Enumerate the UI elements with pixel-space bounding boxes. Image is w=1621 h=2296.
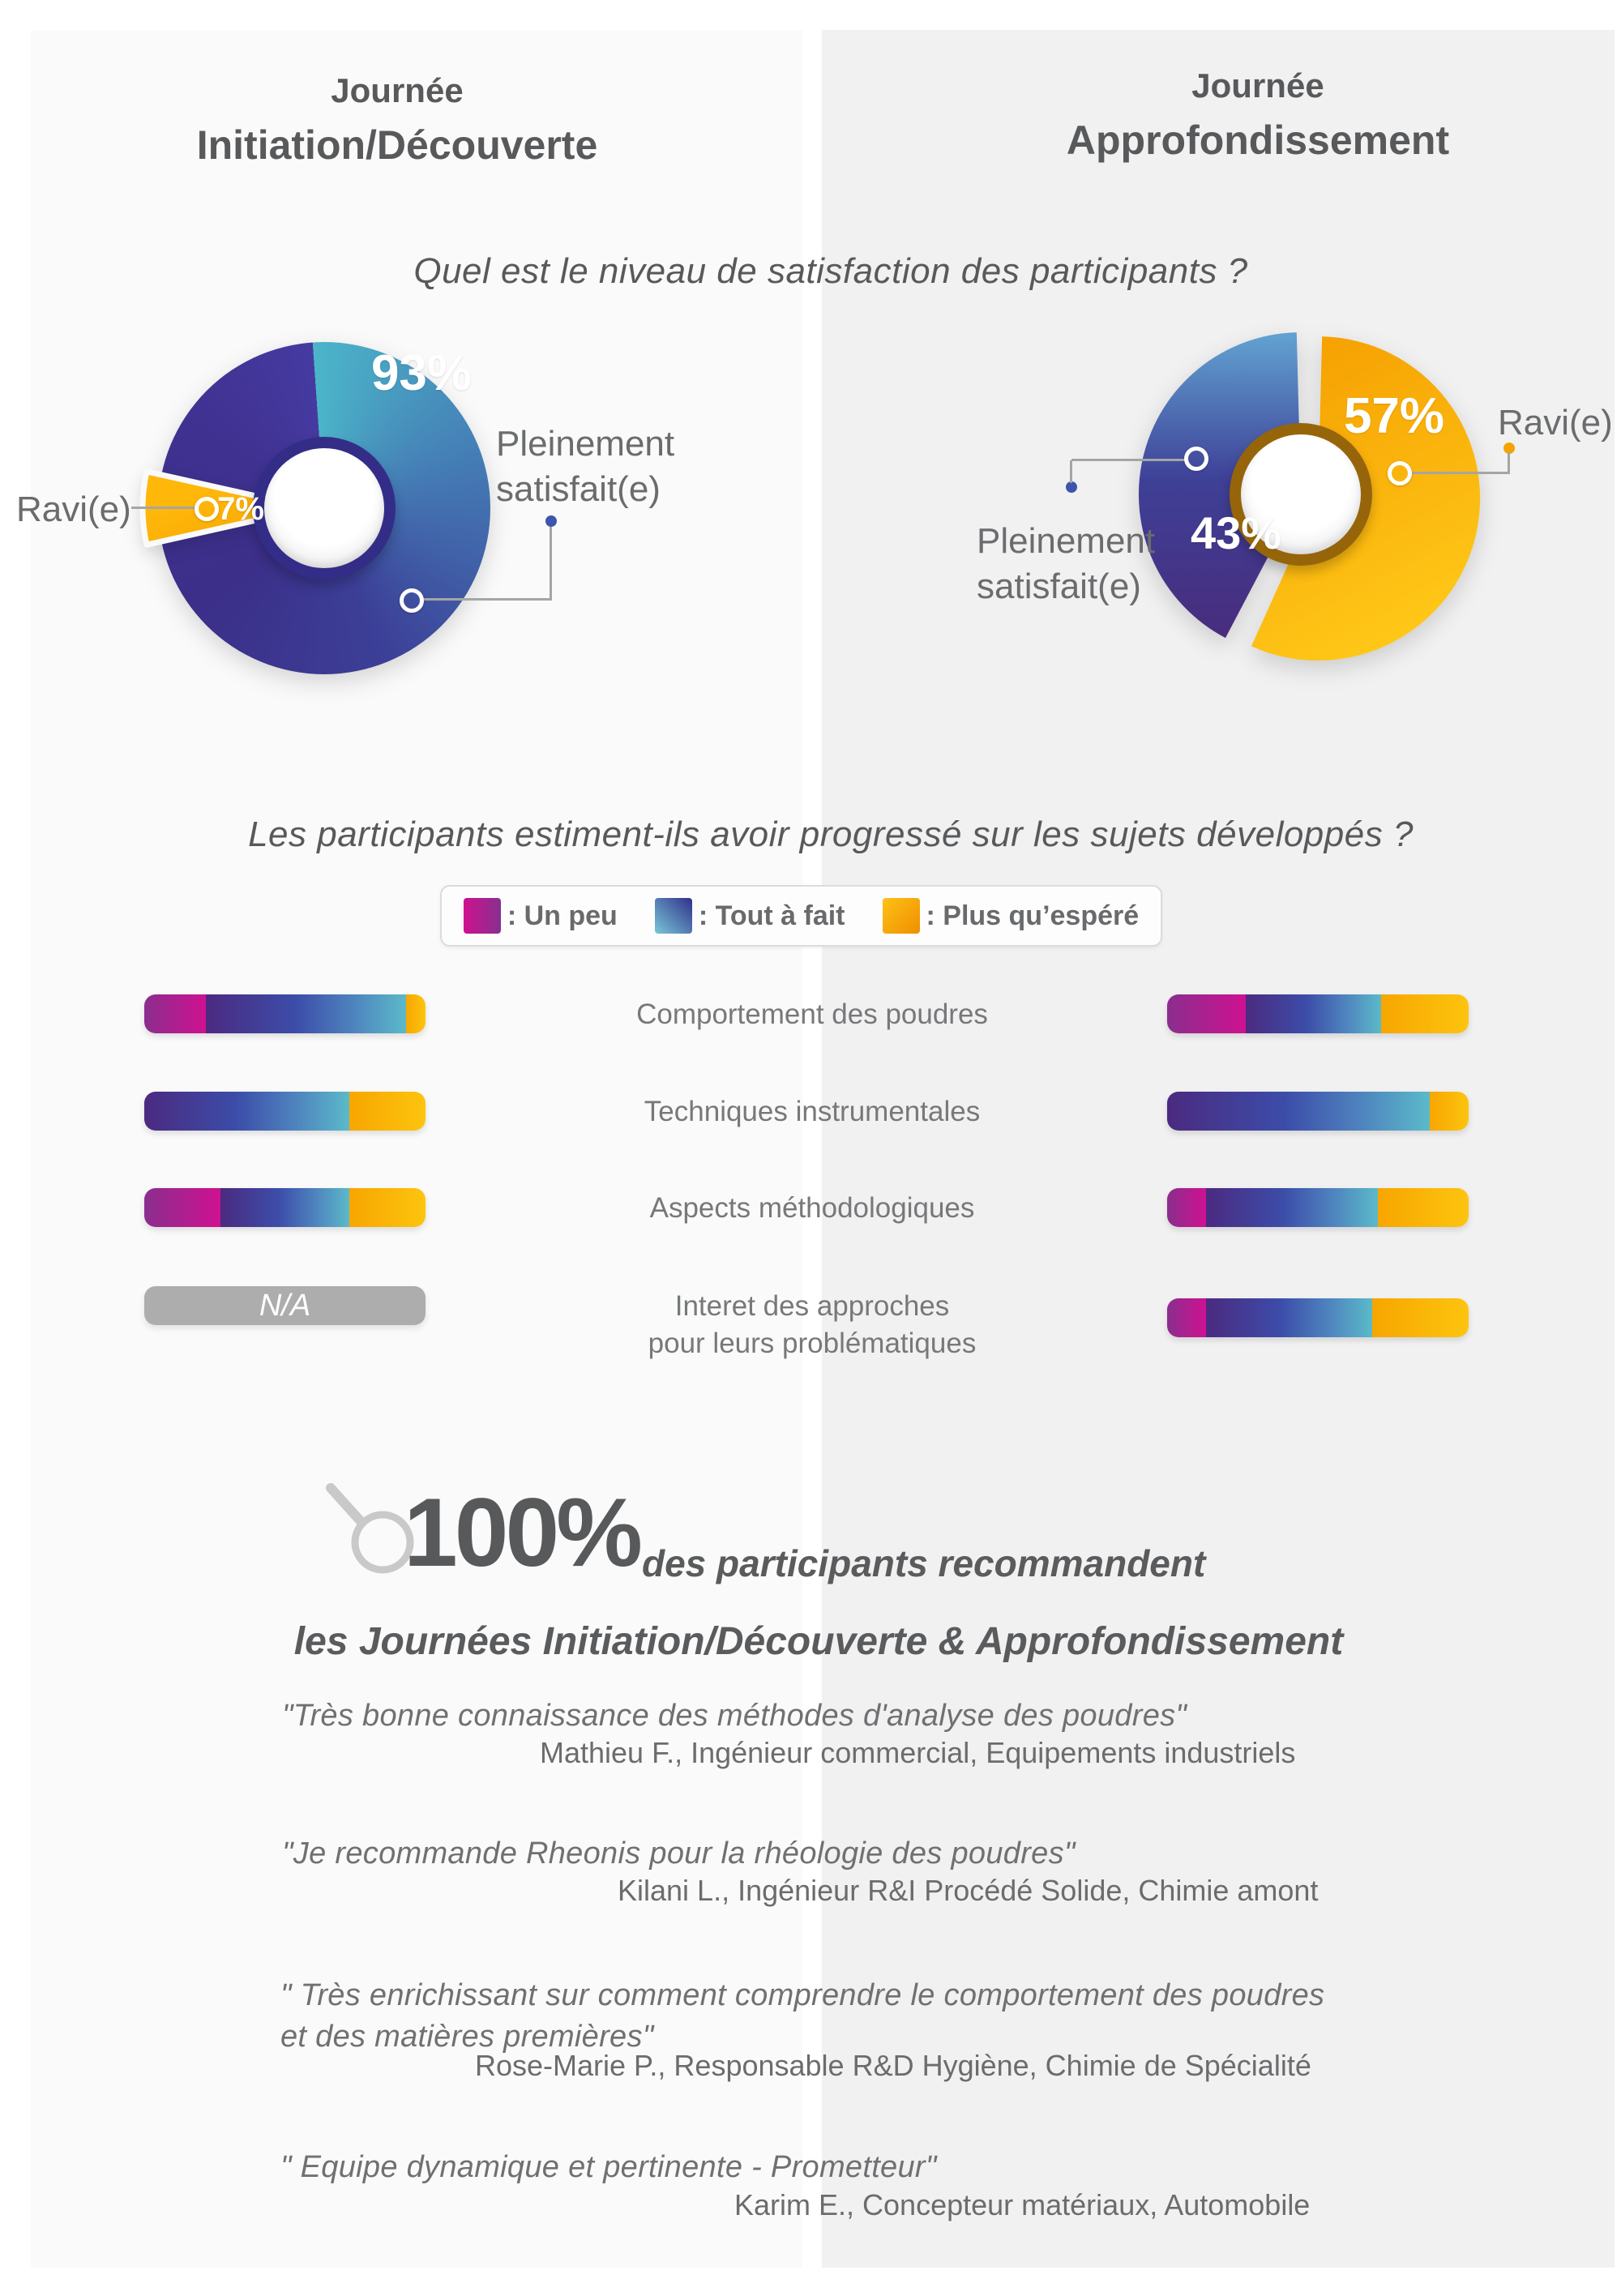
bar-initiation-aspects [144,1188,426,1227]
slice-marker-ring [400,588,424,613]
testimonial-author: Rose-Marie P., Responsable R&D Hygiène, Chimie de Spécialité [475,2049,1311,2082]
bar-approfondissement-techniques [1167,1092,1469,1131]
header-initiation-line2: Initiation/Découverte [196,122,598,168]
slice-marker-ring [1388,461,1412,485]
bar-segment-m [144,994,206,1033]
bar-initiation-techniques [144,1092,426,1131]
topic-interet-line2: pour leurs problématiques [648,1328,977,1359]
connector-line [1071,459,1185,461]
testimonial-author: Mathieu F., Ingénieur commercial, Equipements industriels [540,1736,1296,1769]
pie-initiation-label-pleinement [496,421,674,512]
question-progression: Les participants estiment-ils avoir progressé sur les sujets développés ? [248,815,1414,854]
connector-line [1412,472,1510,474]
bar-segment-o [406,994,426,1033]
legend-item-tout-a-fait [655,898,845,934]
testimonial-author: Kilani L., Ingénieur R&I Procédé Solide, Chimie amont [618,1874,1319,1907]
legend-swatch-blue [655,898,692,934]
legend-swatch-orange [883,898,920,934]
slice-marker-ring [195,497,219,521]
bar-approfondissement-comportement [1167,994,1469,1033]
bar-approfondissement-aspects [1167,1188,1469,1227]
topic-techniques: Techniques instrumentales [644,1096,981,1127]
connector-line [550,527,552,600]
testimonial-quote: "Très bonne connaissance des méthodes d'analyse des poudres" [282,1699,1187,1733]
bar-segment-m [1167,994,1246,1033]
topic-interet-line1: Interet des approches [674,1290,950,1322]
testimonial-quote-line2: et des matières premières" [280,2020,654,2054]
header-approfondissement-line2: Approfondissement [1066,118,1450,163]
bar-initiation-na [144,1286,426,1325]
bar-segment-b [220,1188,350,1227]
label-dot [545,515,557,527]
na-label: N/A [259,1288,311,1323]
header-initiation-line1: Journée [331,71,464,109]
testimonial-quote: " Equipe dynamique et pertinente - Prometteur" [280,2150,937,2184]
label-line: Pleinement [496,424,675,464]
bar-segment-o [1372,1298,1469,1337]
bar-segment-b [144,1092,349,1131]
legend-label: : Un peu [507,900,618,931]
bar-segment-m [1167,1188,1206,1227]
bar-segment-o [1381,994,1469,1033]
label-line: satisfait(e) [496,469,661,509]
connector-line [424,598,552,601]
legend [440,885,1162,947]
topic-aspects: Aspects méthodologiques [649,1192,975,1224]
bar-approfondissement-interet [1167,1298,1469,1337]
legend-item-un-peu [464,898,618,934]
testimonial-author: Karim E., Concepteur matériaux, Automobile [734,2188,1311,2221]
slice-marker-ring [1184,447,1208,471]
header-initiation [73,71,721,169]
pie-approfondissement-main-pct: 57% [1343,388,1445,444]
pie-approfondissement-secondary-pct: 43% [1190,507,1282,558]
pie-initiation-small-pct: 7% [217,491,264,527]
bar-segment-b [1206,1298,1372,1337]
connector-line [131,507,198,509]
bar-segment-m [144,1188,220,1227]
pie-approfondissement-label-pleinement [977,519,1155,609]
testimonial-quote: "Je recommande Rheonis pour la rhéologie des poudres" [282,1836,1076,1871]
bar-segment-o [1430,1092,1469,1131]
recommendation-line2: les Journées Initiation/Découverte & Approfondissement [293,1620,1344,1663]
label-dot [1066,481,1077,493]
legend-swatch-magenta [464,898,501,934]
recommendation-value: 100% [404,1478,639,1587]
bar-segment-b [1167,1092,1430,1131]
connector-line [1508,452,1510,473]
bar-segment-b [1206,1188,1378,1227]
pie-approfondissement-label-ravi: Ravi(e) [1498,403,1613,443]
topic-comportement: Comportement des poudres [636,998,988,1030]
connector-line [1070,460,1072,483]
pie-initiation-label-ravi: Ravi(e) [16,490,131,529]
legend-item-plus-qu-espere [883,898,1140,934]
pie-initiation-center [264,448,384,568]
bar-segment-o [349,1188,426,1227]
header-approfondissement [934,66,1582,164]
testimonial-quote-line1: " Très enrichissant sur comment comprendre le comportement des poudres [280,1978,1325,2012]
legend-label: : Plus qu’espéré [926,900,1140,931]
bar-segment-b [206,994,405,1033]
pie-initiation-main-pct: 93% [370,345,473,401]
bar-segment-o [1378,1188,1469,1227]
header-approfondissement-line1: Journée [1191,66,1324,105]
bar-initiation-comportement [144,994,426,1033]
label-line: satisfait(e) [977,567,1141,606]
legend-label: : Tout à fait [698,900,845,931]
question-satisfaction: Quel est le niveau de satisfaction des participants ? [413,251,1248,291]
recommendation-line1: des participants recommandent [642,1542,1206,1584]
label-line: Pleinement [977,521,1156,561]
bar-segment-m [1167,1298,1206,1337]
bar-segment-o [349,1092,426,1131]
bar-segment-b [1246,994,1381,1033]
